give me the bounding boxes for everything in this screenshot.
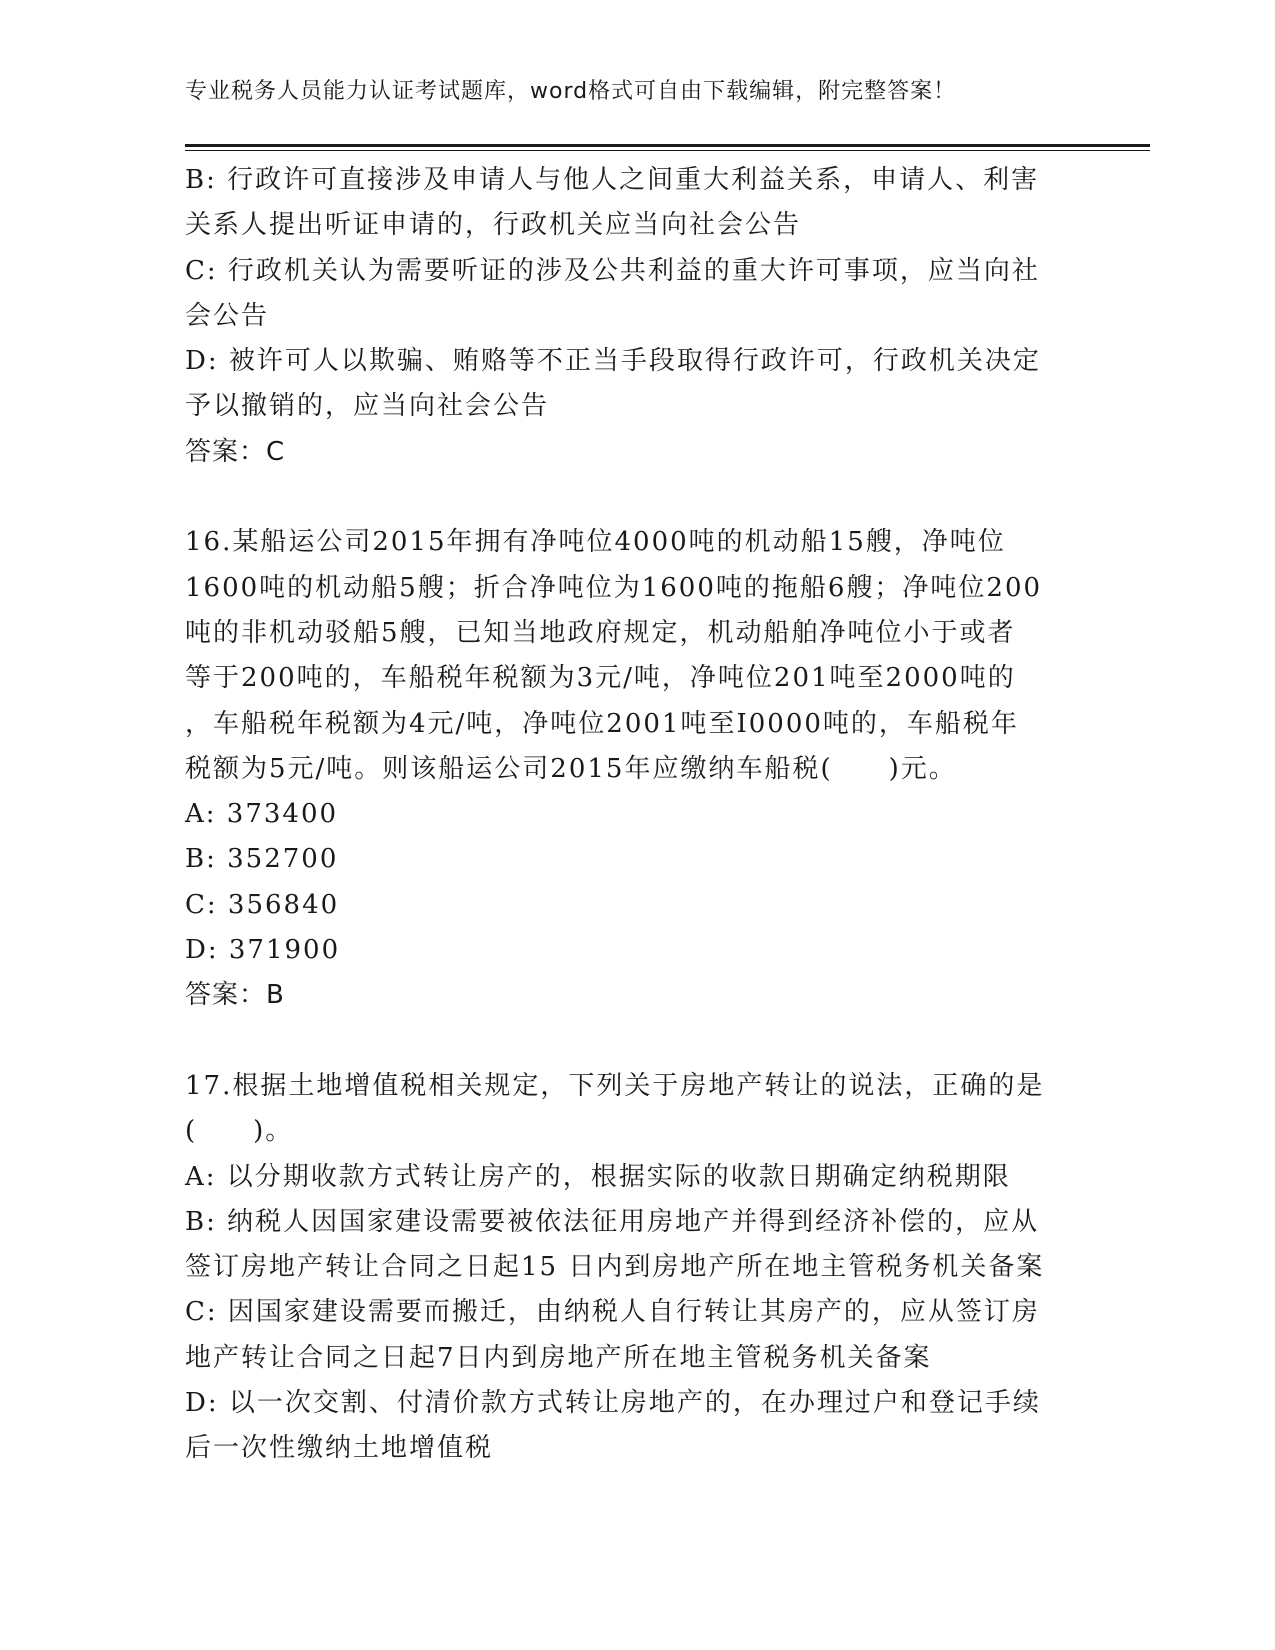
q17-option-d-line2: 后一次性缴纳土地增值税 — [185, 1433, 494, 1464]
header-rule-thick — [185, 144, 1150, 147]
q17-option-a: A: 以分期收款方式转让房产的，根据实际的收款日期确定纳税期限 — [185, 1161, 1011, 1192]
question-17 — [185, 1064, 1085, 1472]
header-rule-thin — [185, 150, 1150, 151]
q17-option-c-line1: C: 因国家建设需要而搬迁，由纳税人自行转让其房产的，应从签订房 — [185, 1297, 1040, 1328]
q17-option-b-line1: B: 纳税人因国家建设需要被依法征用房地产并得到经济补偿的，应从 — [185, 1206, 1040, 1237]
q16-stem-line5: ，车船税年税额为4元/吨，净吨位2001吨至I0000吨的，车船税年 — [185, 708, 1019, 739]
page-header: 专业税务人员能力认证考试题库，word格式可自由下载编辑，附完整答案！ — [185, 79, 957, 104]
q15-option-d-line1: D: 被许可人以欺骗、贿赂等不正当手段取得行政许可，行政机关决定 — [185, 346, 1041, 377]
q16-stem-line6: 税额为5元/吨。则该船运公司2015年应缴纳车船税( )元。 — [185, 753, 957, 784]
q16-option-c: C: 356840 — [185, 889, 340, 920]
q16-option-a: A: 373400 — [185, 799, 339, 830]
q17-option-d-line1: D: 以一次交割、付清价款方式转让房地产的，在办理过户和登记手续 — [185, 1388, 1041, 1419]
question-16 — [185, 520, 1085, 1018]
q15-option-c-line1: C: 行政机关认为需要听证的涉及公共利益的重大许可事项，应当向社 — [185, 255, 1040, 286]
q17-option-b-line2: 签订房地产转让合同之日起15 日内到房地产所在地主管税务机关备案 — [185, 1252, 1045, 1283]
q16-option-d: D: 371900 — [185, 935, 341, 966]
q15-option-d-line2: 予以撤销的，应当向社会公告 — [185, 391, 550, 422]
q17-stem-line2: ( )。 — [185, 1116, 294, 1147]
q15-option-b-line2: 关系人提出听证申请的，行政机关应当向社会公告 — [185, 210, 802, 241]
q17-stem-line1: 17.根据土地增值税相关规定，下列关于房地产转让的说法，正确的是 — [185, 1070, 1045, 1101]
spacer — [185, 1019, 1085, 1064]
q16-stem-line3: 吨的非机动驳船5艘，已知当地政府规定，机动船舶净吨位小于或者 — [185, 617, 1016, 648]
exam-content — [185, 158, 1085, 1472]
q16-option-b: B: 352700 — [185, 844, 339, 875]
q16-stem-line2: 1600吨的机动船5艘；折合净吨位为1600吨的拖船6艘；净吨位200 — [185, 572, 1043, 603]
q16-answer: 答案：B — [185, 980, 285, 1011]
q15-option-b-line1: B: 行政许可直接涉及申请人与他人之间重大利益关系，申请人、利害 — [185, 165, 1040, 195]
q15-answer: 答案：C — [185, 436, 286, 467]
spacer — [185, 475, 1085, 520]
q17-option-c-line2: 地产转让合同之日起7日内到房地产所在地主管税务机关备案 — [185, 1342, 932, 1373]
q15-option-c-line2: 会公告 — [185, 300, 270, 331]
q16-stem-line1: 16.某船运公司2015年拥有净吨位4000吨的机动船15艘，净吨位 — [185, 527, 1006, 558]
question-15-tail — [185, 158, 1085, 475]
q16-stem-line4: 等于200吨的，车船税年税额为3元/吨，净吨位201吨至2000吨的 — [185, 663, 1016, 694]
